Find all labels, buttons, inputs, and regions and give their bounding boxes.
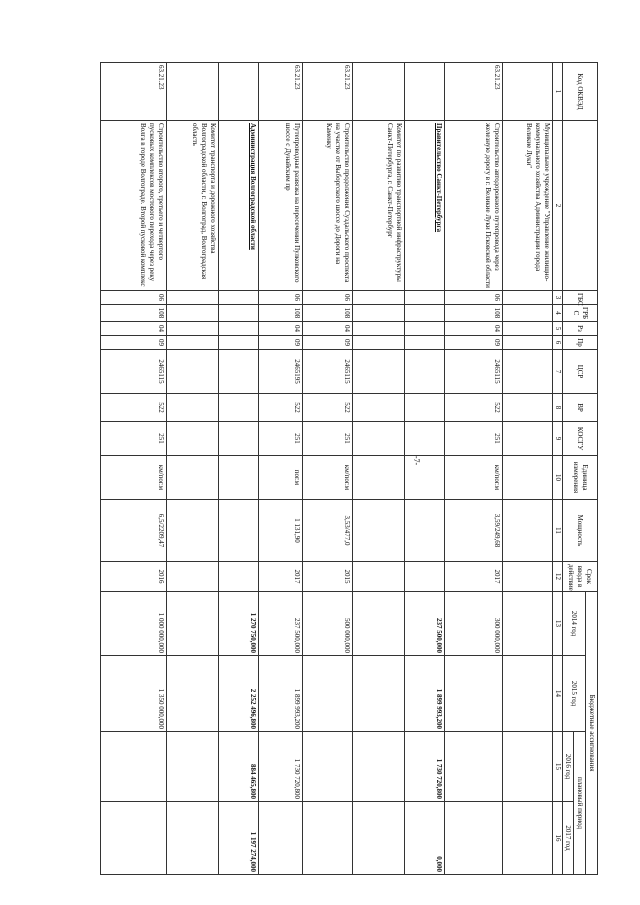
gbs-cell: 06 bbox=[445, 291, 503, 305]
vr-cell: 522 bbox=[101, 394, 167, 422]
okved-cell: 63.21.23 bbox=[259, 63, 303, 121]
vr-cell: 522 bbox=[445, 394, 503, 422]
page-number: -7- bbox=[412, 455, 422, 466]
name-header bbox=[562, 121, 597, 291]
table-header bbox=[553, 63, 598, 875]
column-number: 14 bbox=[553, 656, 563, 732]
table-body bbox=[101, 63, 553, 875]
object-name: Строительство второго, третьего и четвертого пусковых комплексов мостового перехода через реку Волга в городе Волгограде. Второй пусковой комплекс bbox=[101, 121, 167, 291]
value-2016 bbox=[445, 732, 503, 802]
kosgu-cell: 251 bbox=[303, 422, 353, 456]
object-name: Путепроводная развязка на пересечении Пулковского шоссе с Дунайским пр bbox=[259, 121, 303, 291]
section-total-2016: 884 465,800 bbox=[219, 732, 259, 802]
section-total-2016: 1 730 720,800 bbox=[405, 732, 445, 802]
unit-cell: км/пог.м bbox=[101, 456, 167, 500]
gbs-cell: 06 bbox=[259, 291, 303, 305]
vr-cell: 522 bbox=[303, 394, 353, 422]
gbs-header: ГБС bbox=[562, 291, 597, 305]
year-2016-header: 2016 год bbox=[562, 732, 574, 802]
object-name: Строительство автодорожного путепровода через железную дорогу в г. Великие Луки Псковской области bbox=[445, 121, 503, 291]
table-row bbox=[503, 63, 553, 875]
value-2014: 300 000,000 bbox=[445, 592, 503, 656]
section-row bbox=[219, 63, 259, 875]
grbs-cell: 108 bbox=[303, 305, 353, 322]
rz-cell: 04 bbox=[101, 322, 167, 336]
csr-cell: 2465195 bbox=[259, 350, 303, 394]
table-row bbox=[101, 63, 167, 875]
owner-name: Муниципальное учреждение "Управление жилищно-коммунального хозяйства Администрации города Великие Луки" bbox=[503, 121, 553, 291]
column-number: 11 bbox=[553, 500, 563, 562]
vr-header: ВР bbox=[562, 394, 597, 422]
term-header: Срок ввода в действие bbox=[562, 562, 597, 592]
section-row bbox=[405, 63, 445, 875]
okved-cell: 63.21.23 bbox=[303, 63, 353, 121]
value-2015: 1 350 000,000 bbox=[101, 656, 167, 732]
value-2017 bbox=[259, 802, 303, 875]
rotated-table-wrapper bbox=[86, 62, 598, 874]
capacity-cell: 3,59/249,68 bbox=[445, 500, 503, 562]
kosgu-cell: 251 bbox=[259, 422, 303, 456]
pr-cell: 09 bbox=[445, 336, 503, 350]
capacity-cell: 3,53/477,0 bbox=[303, 500, 353, 562]
rz-cell: 04 bbox=[259, 322, 303, 336]
value-2015: 1 899 993,200 bbox=[259, 656, 303, 732]
gbs-cell: 06 bbox=[303, 291, 353, 305]
section-total-2017: 1 197 274,000 bbox=[219, 802, 259, 875]
term-cell: 2017 bbox=[259, 562, 303, 592]
table-row bbox=[259, 63, 303, 875]
okved-cell: 63.21.23 bbox=[445, 63, 503, 121]
grbs-cell: 108 bbox=[445, 305, 503, 322]
value-2016 bbox=[101, 732, 167, 802]
value-2015 bbox=[445, 656, 503, 732]
term-cell: 2017 bbox=[445, 562, 503, 592]
section-total-2014: 1 270 750,000 bbox=[219, 592, 259, 656]
column-number: 3 bbox=[553, 291, 563, 305]
grbs-cell: 108 bbox=[259, 305, 303, 322]
csr-cell: 2465115 bbox=[445, 350, 503, 394]
pr-cell: 09 bbox=[101, 336, 167, 350]
column-number: 8 bbox=[553, 394, 563, 422]
year-2017-header: 2017 год bbox=[562, 802, 574, 875]
value-2015 bbox=[303, 656, 353, 732]
column-number: 16 bbox=[553, 802, 563, 875]
column-number: 13 bbox=[553, 592, 563, 656]
kosgu-cell: 251 bbox=[101, 422, 167, 456]
value-2016: 1 730 720,800 bbox=[259, 732, 303, 802]
owner-name: Комитет транспорта и дорожного хозяйства Волгоградской области, г. Волгоград, Волгоградская область bbox=[167, 121, 219, 291]
table-row bbox=[353, 63, 405, 875]
column-number: 5 bbox=[553, 322, 563, 336]
value-2014: 1 000 000,000 bbox=[101, 592, 167, 656]
column-number: 4 bbox=[553, 305, 563, 322]
rz-cell: 04 bbox=[445, 322, 503, 336]
csr-cell: 2465115 bbox=[303, 350, 353, 394]
grbs-cell: 108 bbox=[101, 305, 167, 322]
section-total-2015: 2 252 496,800 bbox=[219, 656, 259, 732]
column-number: 6 bbox=[553, 336, 563, 350]
capacity-cell: 1 131,90 bbox=[259, 500, 303, 562]
column-number: 10 bbox=[553, 456, 563, 500]
capacity-header: Мощность bbox=[562, 500, 597, 562]
pr-cell: 09 bbox=[259, 336, 303, 350]
unit-header: Единица измерения bbox=[562, 456, 597, 500]
rz-header: Рз bbox=[562, 322, 597, 336]
column-number: 7 bbox=[553, 350, 563, 394]
vr-cell: 522 bbox=[259, 394, 303, 422]
table-row bbox=[445, 63, 503, 875]
kosgu-cell: 251 bbox=[445, 422, 503, 456]
kosgu-header: КОСГУ bbox=[562, 422, 597, 456]
value-2014: 500 000,000 bbox=[303, 592, 353, 656]
column-number: 9 bbox=[553, 422, 563, 456]
capacity-cell: 6,5/2209,47 bbox=[101, 500, 167, 562]
unit-cell: пог.м bbox=[259, 456, 303, 500]
section-total-2014: 237 500,000 bbox=[405, 592, 445, 656]
plan-period-header: плановый период bbox=[574, 732, 586, 875]
year-2014-header: 2014 год bbox=[562, 592, 586, 656]
value-2016 bbox=[303, 732, 353, 802]
value-2014: 237 500,000 bbox=[259, 592, 303, 656]
rz-cell: 04 bbox=[303, 322, 353, 336]
budget-table bbox=[100, 62, 598, 875]
column-number: 1 bbox=[553, 63, 563, 121]
csr-header: ЦСР bbox=[562, 350, 597, 394]
table-row bbox=[167, 63, 219, 875]
value-2017 bbox=[445, 802, 503, 875]
gbs-cell: 06 bbox=[101, 291, 167, 305]
term-cell: 2016 bbox=[101, 562, 167, 592]
value-2017 bbox=[101, 802, 167, 875]
column-number: 2 bbox=[553, 121, 563, 291]
section-total-2017: 0,000 bbox=[405, 802, 445, 875]
grbs-header: ГРБ С bbox=[562, 305, 597, 322]
pr-cell: 09 bbox=[303, 336, 353, 350]
pr-header: Пр bbox=[562, 336, 597, 350]
budget-header: Бюджетные ассигнования bbox=[586, 592, 598, 875]
value-2017 bbox=[303, 802, 353, 875]
term-cell: 2015 bbox=[303, 562, 353, 592]
column-number: 15 bbox=[553, 732, 563, 802]
section-title: Администрация Волгоградской области bbox=[219, 121, 259, 291]
table-row bbox=[303, 63, 353, 875]
year-2015-header: 2015 год bbox=[562, 656, 586, 732]
section-title: Правительство Санкт-Петербурга bbox=[405, 121, 445, 291]
section-total-2015: 1 899 993,200 bbox=[405, 656, 445, 732]
csr-cell: 2465115 bbox=[101, 350, 167, 394]
owner-name: Комитет по развитию транспортной инфраструктуры Санкт-Петербурга, г. Санкт-Петербург bbox=[353, 121, 405, 291]
unit-cell: км/пог.м bbox=[303, 456, 353, 500]
okved-header: Код ОКВЭД bbox=[562, 63, 597, 121]
okved-cell: 63.21.23 bbox=[101, 63, 167, 121]
column-number: 12 bbox=[553, 562, 563, 592]
object-name: Строительство продолжения Суздальского проспекта на участке от Выборгского шоссе до Дороги на Каменку bbox=[303, 121, 353, 291]
column-numbers-row bbox=[553, 63, 563, 875]
unit-cell: км/пог.м bbox=[445, 456, 503, 500]
